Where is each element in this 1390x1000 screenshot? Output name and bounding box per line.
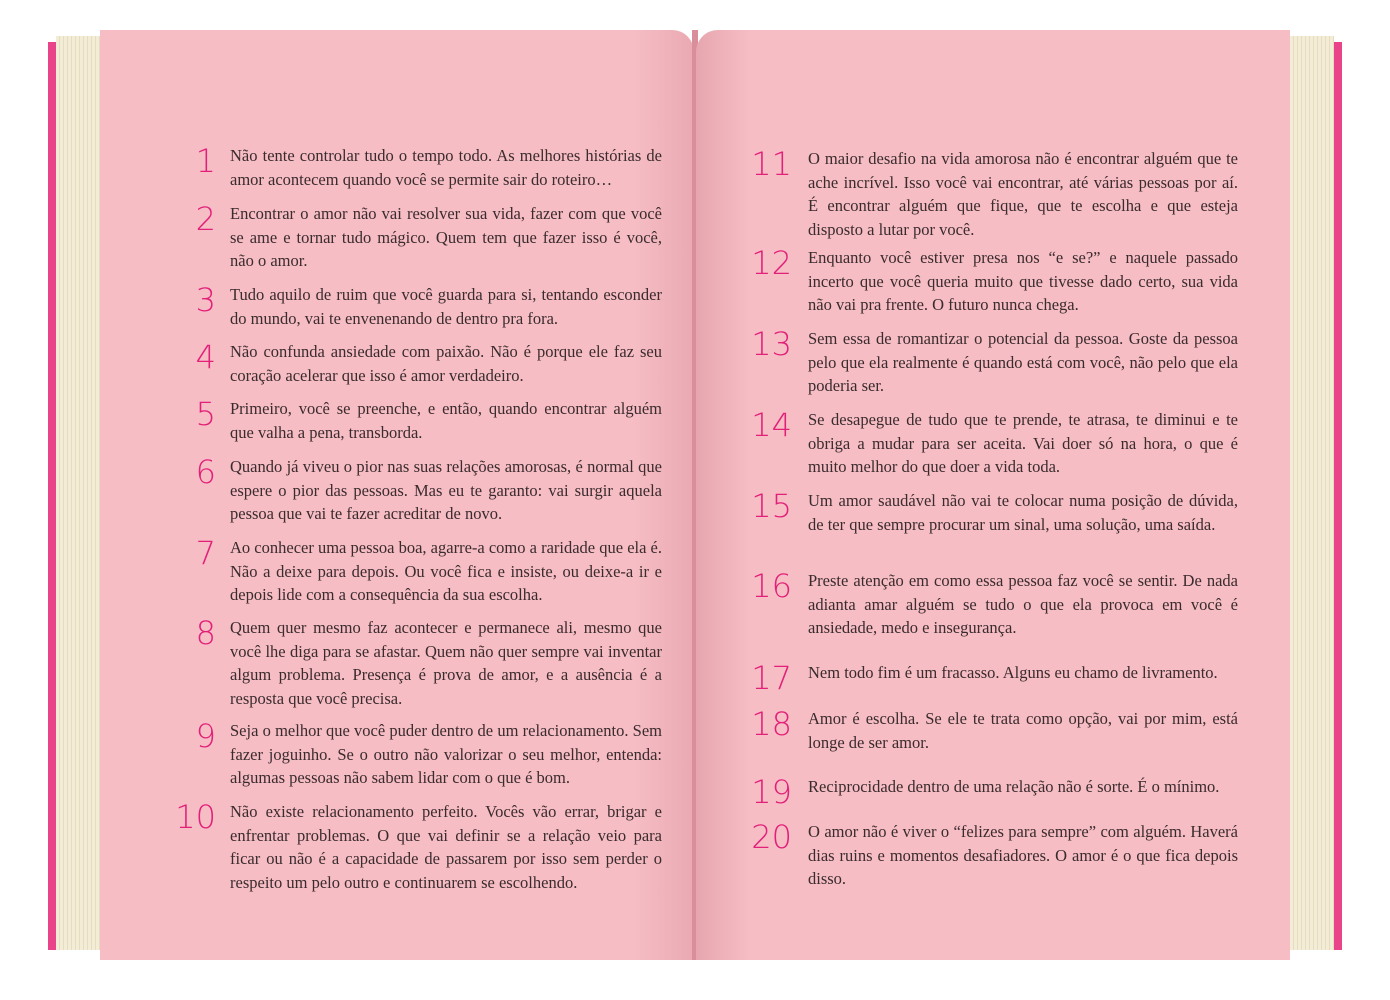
tip-16 — [736, 569, 1238, 640]
tip-2 — [160, 202, 662, 273]
tip-number: 10 — [175, 798, 216, 836]
tip-text: Não tente controlar tudo o tempo todo. As melhores histórias de amor acontecem quando você se permite sair do roteiro… — [230, 146, 662, 189]
tip-number: 16 — [751, 567, 792, 605]
tip-3 — [160, 283, 662, 330]
tip-13 — [736, 327, 1238, 398]
tip-number: 15 — [751, 487, 792, 525]
tip-text: Seja o melhor que você puder dentro de um relacionamento. Sem fazer joguinho. Se o outro não valorizar o seu melhor, entenda: algumas pessoas não sabem lidar com o que é bom. — [230, 721, 662, 788]
tip-number: 20 — [751, 818, 792, 856]
tip-number: 2 — [195, 200, 216, 238]
tip-number: 17 — [751, 659, 792, 697]
tip-text: Quando já viveu o pior nas suas relações amorosas, é normal que espere o pior das pessoas. Mas eu te garanto: vai surgir aquela pessoa que vai te fazer acreditar de novo. — [230, 457, 662, 524]
tip-number: 4 — [195, 338, 216, 376]
tip-number: 19 — [751, 773, 792, 811]
tip-text: Tudo aquilo de ruim que você guarda para si, tentando esconder do mundo, vai te envenenando de dentro pra fora. — [230, 285, 662, 328]
tip-number: 12 — [751, 244, 792, 282]
right-page — [696, 30, 1290, 960]
tip-8 — [160, 616, 662, 710]
tip-1 — [160, 144, 662, 191]
tip-text: Sem essa de romantizar o potencial da pessoa. Goste da pessoa pelo que ela realmente é quando está com você, não pelo que ela poderia ser. — [808, 329, 1238, 396]
tip-text: Não existe relacionamento perfeito. Vocês vão errar, brigar e enfrentar problemas. O que vai definir se a relação veio para ficar ou não é a capacidade de passarem por isso sem perder o respeito um pelo outro e continuarem se escolhendo. — [230, 802, 662, 892]
tip-text: Não confunda ansiedade com paixão. Não é porque ele faz seu coração acelerar que isso é amor verdadeiro. — [230, 342, 662, 385]
tip-12 — [736, 246, 1238, 317]
tip-number: 3 — [195, 281, 216, 319]
tip-17 — [736, 661, 1238, 695]
tip-text: Se desapegue de tudo que te prende, te atrasa, te diminui e te obriga a mudar para ser aceita. Vai doer só na hora, o que é muito melhor do que doer a vida toda. — [808, 410, 1238, 477]
tip-text: Preste atenção em como essa pessoa faz você se sentir. De nada adianta amar alguém se tudo o que ela provoca em você é ansiedade, medo e insegurança. — [808, 571, 1238, 638]
tip-text: O maior desafio na vida amorosa não é encontrar alguém que te ache incrível. Isso você vai encontrar, até várias pessoas por aí. É encontrar alguém que fique, que te escolha e que esteja disposto a lutar por você. — [808, 149, 1238, 239]
left-page-stack — [56, 36, 104, 950]
tip-text: Encontrar o amor não vai resolver sua vida, fazer com que você se ame e tornar tudo mágico. Quem tem que fazer isso é você, não o amor. — [230, 204, 662, 271]
right-page-stack — [1286, 36, 1334, 950]
tip-5 — [160, 397, 662, 444]
tip-number: 9 — [195, 717, 216, 755]
tip-number: 6 — [195, 453, 216, 491]
tip-11 — [736, 147, 1238, 241]
tip-text: Amor é escolha. Se ele te trata como opção, vai por mim, está longe de ser amor. — [808, 709, 1238, 752]
tip-number: 8 — [195, 614, 216, 652]
left-page — [100, 30, 694, 960]
tip-text: Um amor saudável não vai te colocar numa posição de dúvida, de ter que sempre procurar um sinal, uma solução, uma saída. — [808, 491, 1238, 534]
tip-15 — [736, 489, 1238, 536]
tip-text: Ao conhecer uma pessoa boa, agarre-a como a raridade que ela é. Não a deixe para depois. Ou você fica e insiste, ou deixe-a ir e depois lide com a consequência da sua escolha. — [230, 538, 662, 605]
tip-number: 11 — [751, 145, 792, 183]
tip-number: 18 — [751, 705, 792, 743]
tip-19 — [736, 775, 1238, 809]
tip-text: Primeiro, você se preenche, e então, quando encontrar alguém que valha a pena, transborda. — [230, 399, 662, 442]
tip-18 — [736, 707, 1238, 754]
tip-7 — [160, 536, 662, 607]
tip-number: 1 — [195, 142, 216, 180]
tip-4 — [160, 340, 662, 387]
tip-text: O amor não é viver o “felizes para sempre” com alguém. Haverá dias ruins e momentos desafiadores. O amor é o que fica depois disso. — [808, 822, 1238, 889]
tip-number: 13 — [751, 325, 792, 363]
tip-6 — [160, 455, 662, 526]
tip-text: Quem quer mesmo faz acontecer e permanece ali, mesmo que você lhe diga para se afastar. Quem não quer sempre vai inventar algum problema. Presença é prova de amor, e a ausência é a resposta que você precisa. — [230, 618, 662, 708]
tip-20 — [736, 820, 1238, 891]
tip-text: Enquanto você estiver presa nos “e se?” e naquele passado incerto que você queria muito que tivesse dado certo, sua vida não vai pra frente. O futuro nunca chega. — [808, 248, 1238, 315]
tip-number: 5 — [195, 395, 216, 433]
tip-number: 14 — [751, 406, 792, 444]
tip-text: Nem todo fim é um fracasso. Alguns eu chamo de livramento. — [808, 663, 1218, 682]
tip-10 — [160, 800, 662, 894]
tip-9 — [160, 719, 662, 790]
tip-14 — [736, 408, 1238, 479]
tip-text: Reciprocidade dentro de uma relação não é sorte. É o mínimo. — [808, 777, 1220, 796]
tip-number: 7 — [195, 534, 216, 572]
